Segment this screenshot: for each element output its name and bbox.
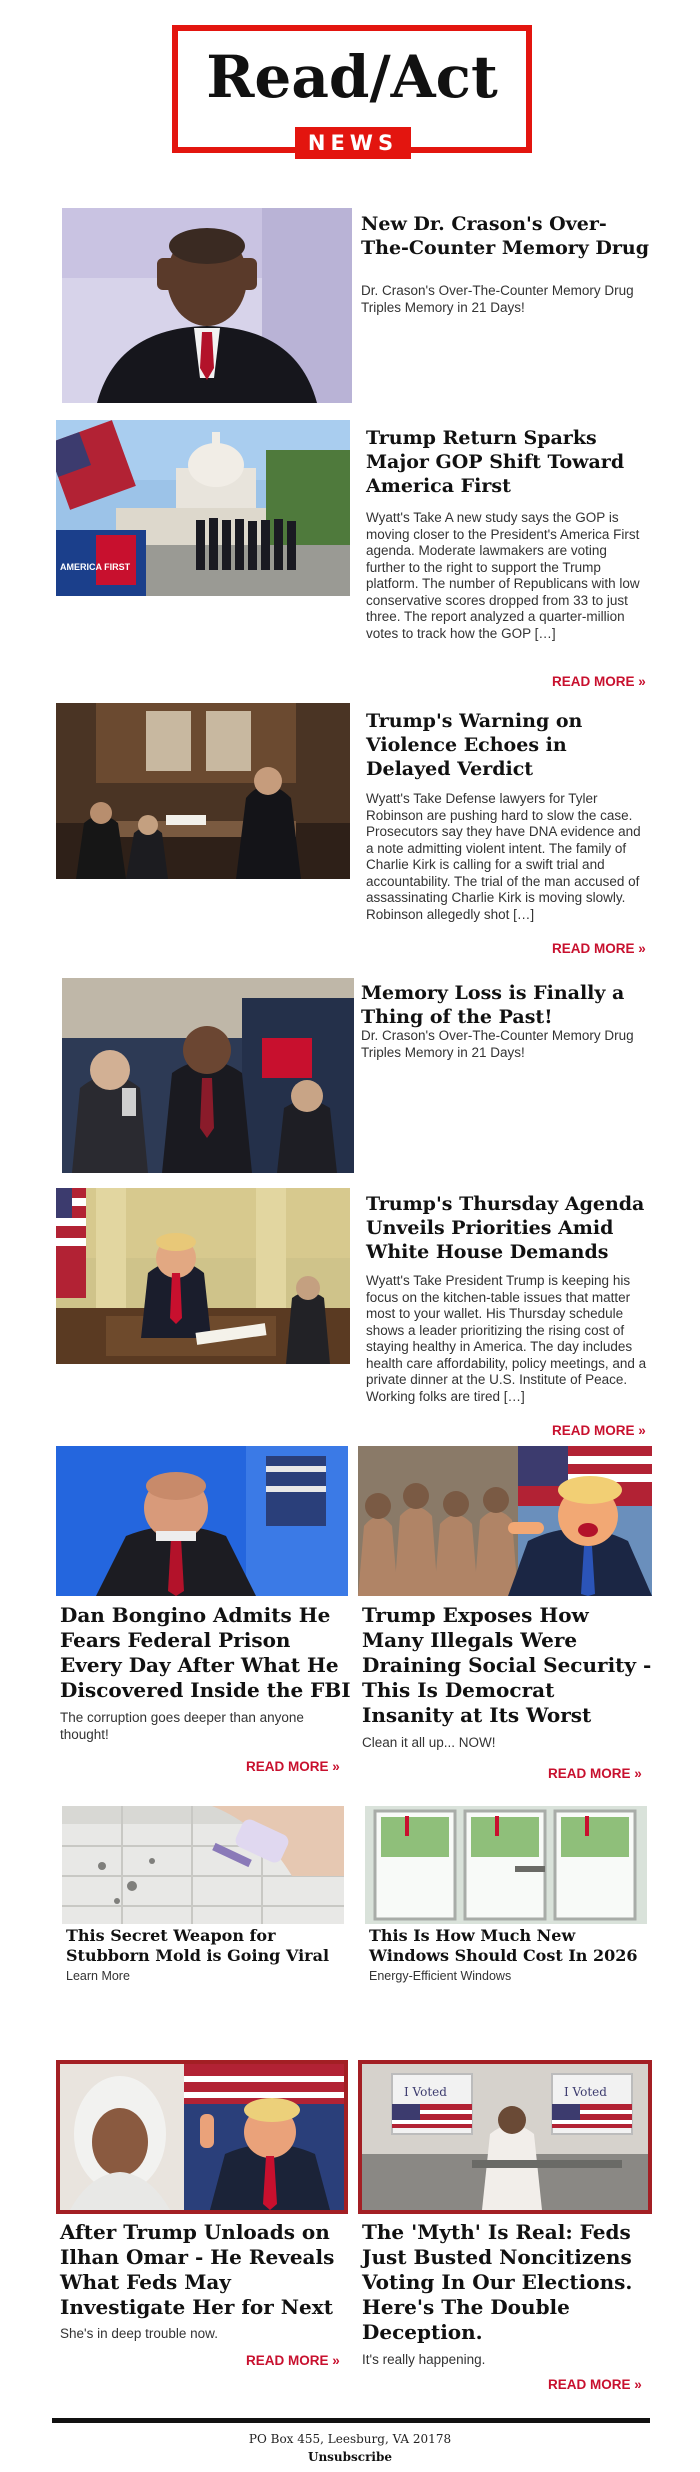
article-3-image[interactable] (56, 703, 350, 879)
brand-badge: NEWS (295, 127, 411, 159)
footer-divider (52, 2418, 650, 2423)
article-2-desc: Wyatt's Take A new study says the GOP is moving closer to the President's America First agenda. Moderate lawmakers are voting further to the right to support the Trump platform. The number of Republicans with low conservative scores dropped from 33 to just three. The report analyzed a quarter-million votes to track how the GOP […] (366, 510, 640, 641)
article-8-image[interactable] (62, 1806, 344, 1924)
article-4-headline[interactable]: Memory Loss is Finally a Thing of the Past! (361, 982, 625, 1028)
article-3-headline[interactable]: Trump's Warning on Violence Echoes in Delayed Verdict (366, 710, 583, 780)
article-8-headline[interactable]: This Secret Weapon for Stubborn Mold is Going Viral (66, 1926, 330, 1965)
article-11-headline[interactable]: The 'Myth' Is Real: Feds Just Busted Noncitizens Voting In Our Elections. Here's The Double Deception. (362, 2220, 633, 2344)
article-1-headline[interactable]: New Dr. Crason's Over-The-Counter Memory Drug (361, 213, 649, 259)
article-6-read-more[interactable]: READ MORE » (246, 1759, 340, 1774)
article-7-read-more[interactable]: READ MORE » (548, 1766, 642, 1781)
article-11-read-more[interactable]: READ MORE » (548, 2377, 642, 2392)
unsubscribe-link[interactable]: Unsubscribe (307, 2450, 393, 2464)
article-1-desc: Dr. Crason's Over-The-Counter Memory Drug Triples Memory in 21 Days! (361, 283, 634, 315)
article-5-headline[interactable]: Trump's Thursday Agenda Unveils Priorities Amid White House Demands (366, 1193, 645, 1263)
article-10-desc: She's in deep trouble now. (60, 2326, 218, 2341)
article-2-read-more[interactable]: READ MORE » (552, 674, 646, 689)
article-11-desc: It's really happening. (362, 2352, 486, 2367)
article-10-read-more[interactable]: READ MORE » (246, 2353, 340, 2368)
footer-address: PO Box 455, Leesburg, VA 20178 (248, 2432, 452, 2446)
article-6-headline[interactable]: Dan Bongino Admits He Fears Federal Prison Every Day After What He Discovered Inside the FBI (60, 1603, 351, 1702)
ballot-sign-text-1: I Voted (404, 2085, 447, 2099)
article-9-headline[interactable]: This Is How Much New Windows Should Cost In 2026 (369, 1926, 638, 1965)
article-9-image[interactable] (365, 1806, 647, 1924)
article-11-image[interactable] (358, 2060, 652, 2214)
article-2-headline[interactable]: Trump Return Sparks Major GOP Shift Toward America First (366, 427, 625, 497)
banner-sign-text: AMERICA FIRST (60, 562, 131, 572)
article-3-desc: Wyatt's Take Defense lawyers for Tyler Robinson are pushing hard to slow the case. Prosecutors say they have DNA evidence and a note admitting violent intent. The family of Charlie Kirk is calling for a swift trial and accountability. The trial of the man accused of assassinating Charlie Kirk is moving slowly. Robinson allegedly shot […] (366, 791, 641, 922)
article-6-desc: The corruption goes deeper than anyone thought! (60, 1710, 304, 1742)
article-1-image[interactable] (62, 208, 352, 403)
article-5-read-more[interactable]: READ MORE » (552, 1423, 646, 1438)
article-5-desc: Wyatt's Take President Trump is keeping his focus on the kitchen-table issues that matter most to your wallet. His Thursday schedule shows a leader prioritizing the rising cost of staying healthy in America. The day includes health care affordability, policy meetings, and a private dinner at the U.S. Institute of Peace. Working folks are tired […] (366, 1273, 647, 1404)
brand-logo[interactable] (172, 25, 532, 153)
article-7-image[interactable] (358, 1446, 652, 1596)
article-9-desc[interactable]: Energy-Efficient Windows (369, 1969, 512, 1983)
article-8-desc[interactable]: Learn More (66, 1969, 130, 1983)
article-3-read-more[interactable]: READ MORE » (552, 941, 646, 956)
article-4-desc: Dr. Crason's Over-The-Counter Memory Drug Triples Memory in 21 Days! (361, 1028, 634, 1060)
article-5-image[interactable] (56, 1188, 350, 1364)
article-10-headline[interactable]: After Trump Unloads on Ilhan Omar - He Reveals What Feds May Investigate Her for Next (60, 2220, 335, 2319)
article-7-headline[interactable]: Trump Exposes How Many Illegals Were Draining Social Security - This Is Democrat Insanity at Its Worst (362, 1603, 652, 1727)
ballot-sign-text-2: I Voted (564, 2085, 607, 2099)
article-2-image[interactable] (56, 420, 350, 596)
brand-name: Read/Act (206, 43, 498, 111)
article-6-image[interactable] (56, 1446, 348, 1596)
article-10-image[interactable] (56, 2060, 348, 2214)
article-7-desc: Clean it all up... NOW! (362, 1735, 496, 1750)
article-4-image[interactable] (62, 978, 354, 1173)
